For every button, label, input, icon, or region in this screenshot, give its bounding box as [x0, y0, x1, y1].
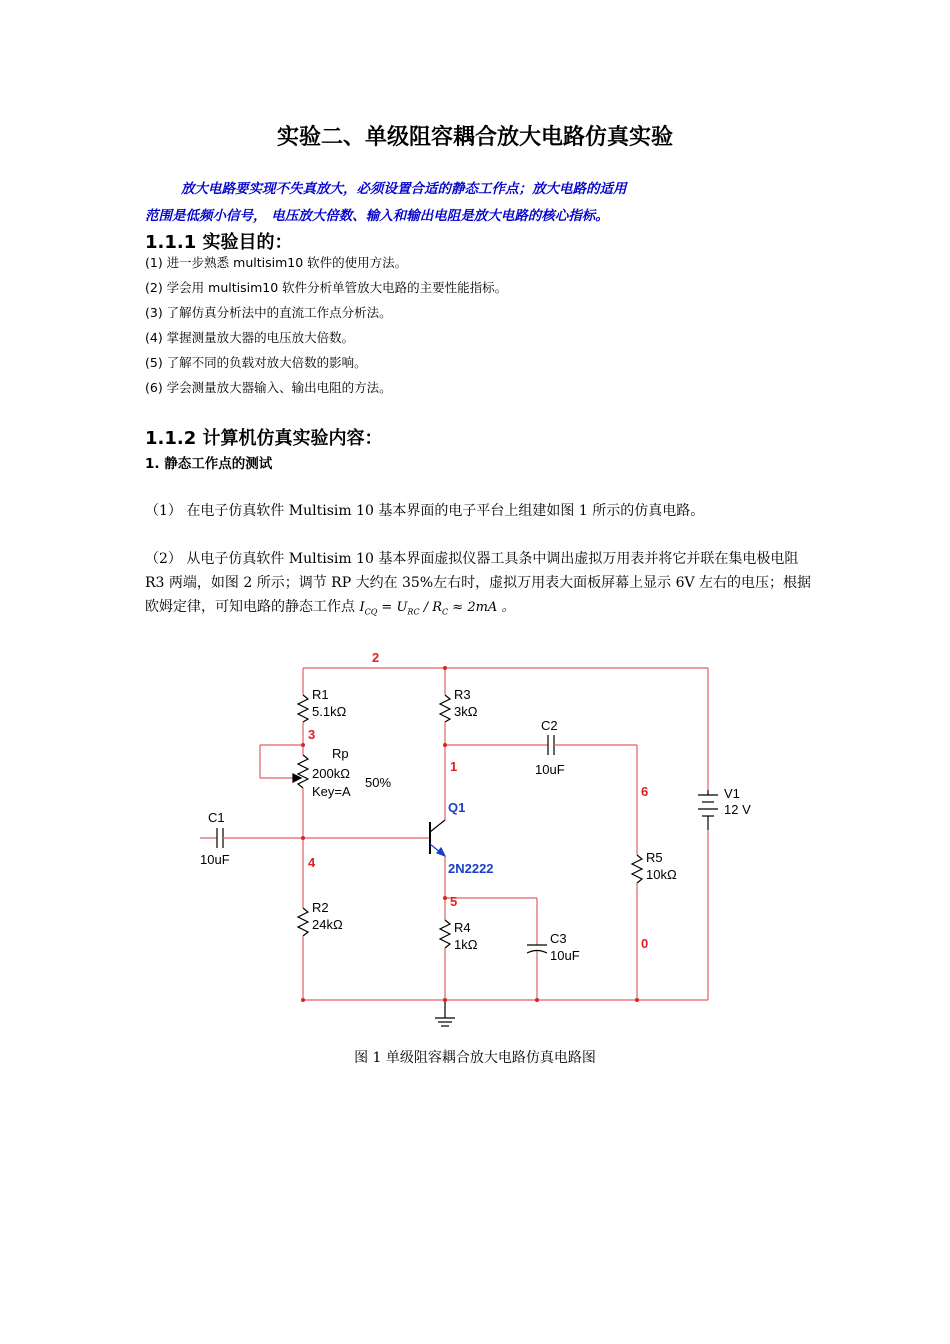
paragraph-step-1: （1） 在电子仿真软件 Multisim 10 基本界面的电子平台上组建如图 1 所示的仿真电路。 [145, 503, 705, 519]
page-title: 实验二、单级阻容耦合放大电路仿真实验 [276, 125, 673, 150]
r2-value: 24kΩ [312, 917, 343, 932]
c3-label: C3 [550, 931, 567, 946]
objective-item: (1) 进一步熟悉 multisim10 软件的使用方法。 [145, 255, 408, 270]
node-3-label: 3 [308, 727, 316, 742]
objective-item: (5) 了解不同的负载对放大倍数的影响。 [145, 355, 367, 370]
amplifier-circuit-diagram [190, 640, 790, 1035]
r1-value: 5.1kΩ [312, 704, 347, 719]
rp-percent: 50% [365, 775, 392, 790]
node-4-label: 4 [308, 855, 316, 870]
v1-value: 12 V [724, 802, 751, 817]
c2-value: 10uF [535, 762, 565, 777]
node-2-label: 2 [372, 650, 380, 665]
objective-item: (6) 学会测量放大器输入、输出电阻的方法。 [145, 380, 392, 395]
intro-line-1: 放大电路要实现不失真放大，必须设置合适的静态工作点；放大电路的适用 [181, 181, 627, 197]
r5-value: 10kΩ [646, 867, 677, 882]
operating-point-formula: $I_{CQ} = U_{RC} / R_C \approx 2mA$ 。 [359, 600, 515, 617]
r3-value: 3kΩ [454, 704, 478, 719]
section-heading-objectives: 1.1.1 实验目的： [145, 232, 293, 253]
r1-label: R1 [312, 687, 329, 702]
objective-item: (3) 了解仿真分析法中的直流工作点分析法。 [145, 305, 392, 320]
objective-item: (2) 学会用 multisim10 软件分析单管放大电路的主要性能指标。 [145, 280, 508, 295]
r5-label: R5 [646, 850, 663, 865]
node-5-label: 5 [450, 894, 458, 909]
c1-label: C1 [208, 810, 225, 825]
r4-label: R4 [454, 920, 471, 935]
subsection-heading: 1. 静态工作点的测试 [145, 456, 273, 472]
q1-model: 2N2222 [448, 861, 494, 876]
node-1-label: 1 [450, 759, 458, 774]
q1-label: Q1 [448, 800, 466, 815]
r4-value: 1kΩ [454, 937, 478, 952]
figure-caption: 图 1 单级阻容耦合放大电路仿真电路图 [354, 1050, 596, 1066]
intro-paragraph [145, 176, 815, 230]
rp-label: Rp [332, 746, 349, 761]
rp-value: 200kΩ [312, 766, 350, 781]
node-6-label: 6 [641, 784, 649, 799]
c3-value: 10uF [550, 948, 580, 963]
v1-label: V1 [724, 786, 740, 801]
objective-item: (4) 掌握测量放大器的电压放大倍数。 [145, 330, 355, 345]
section-heading-content: 1.1.2 计算机仿真实验内容： [145, 428, 383, 449]
rp-key: Key=A [312, 784, 351, 799]
paragraph-step-2-text: （2） 从电子仿真软件 Multisim 10 基本界面虚拟仪器工具条中调出虚拟万用表并将它并联在集电极电阻 R3 两端，如图 2 所示；调节 RP 大约在 35%左右时，虚拟万用表大面板屏幕上显示 6V 左右的电压；根据欧姆定律，可知电路的静态工作点 [145, 551, 812, 615]
c2-label: C2 [541, 718, 558, 733]
r3-label: R3 [454, 687, 471, 702]
paragraph-step-2 [145, 547, 815, 625]
intro-line-2: 范围是低频小信号， 电压放大倍数、输入和输出电阻是放大电路的核心指标。 [145, 208, 609, 224]
c1-value: 10uF [200, 852, 230, 867]
r2-label: R2 [312, 900, 329, 915]
node-0-label: 0 [641, 936, 649, 951]
